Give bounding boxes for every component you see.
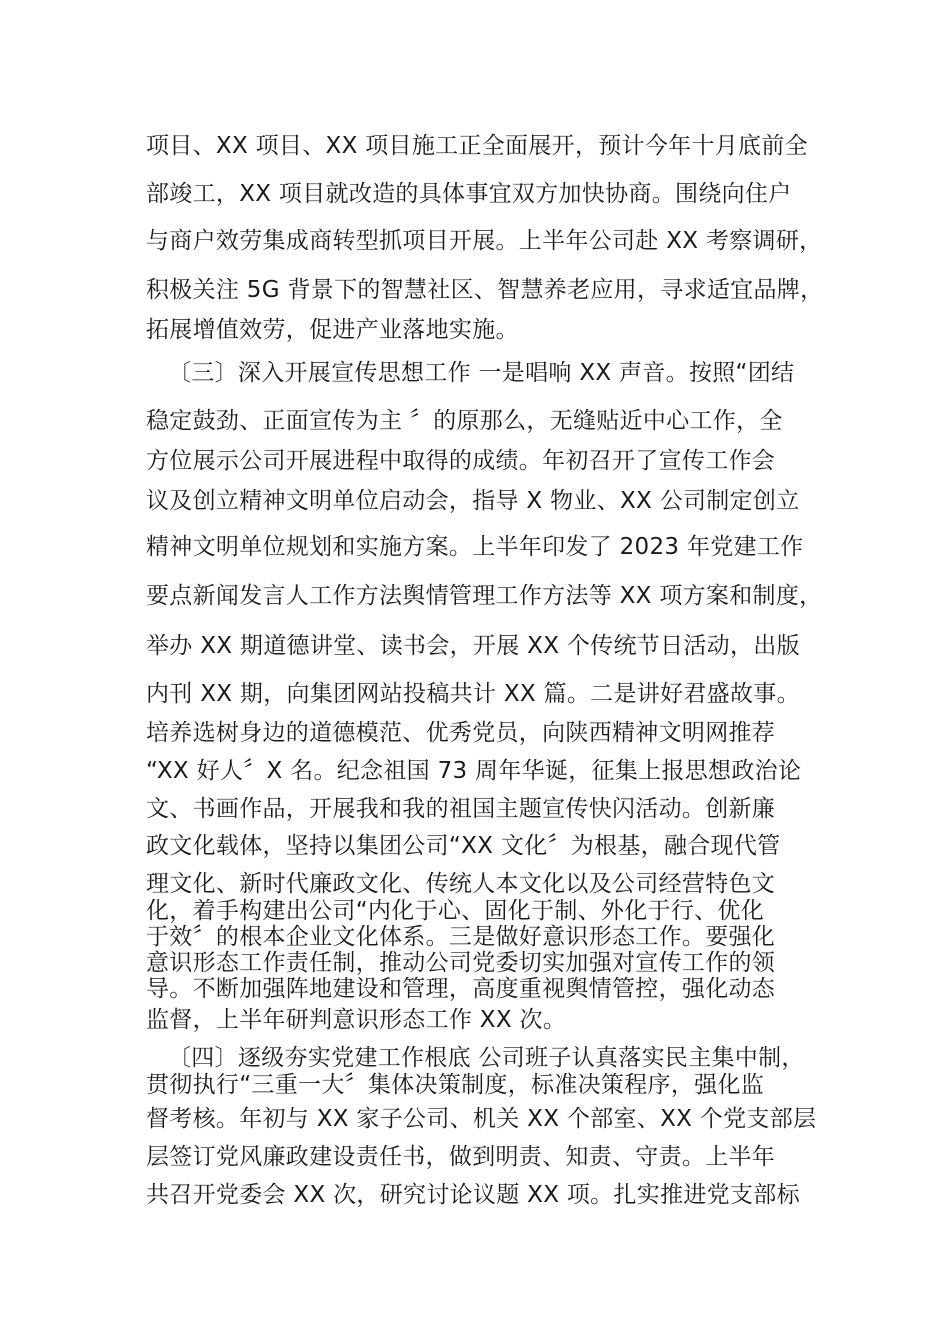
text-line: 督考核。年初与 XX 家子公司、机关 XX 个部室、XX 个党支部层 xyxy=(146,1106,817,1132)
text-line: 意识形态工作责任制，推动公司党委切实加强对宣传工作的领 xyxy=(146,950,776,976)
section-heading-line: 〔四〕逐级夯实党建工作根底 公司班子认真落实民主集中制， xyxy=(168,1045,805,1071)
text-line: 举办 XX 期道德讲堂、读书会，开展 XX 个传统节日活动，出版 xyxy=(146,633,800,659)
text-line: 稳定鼓劲、正面宣传为主 〞的原那么，无缝贴近中心工作，全 xyxy=(146,408,783,434)
text-line: 共召开党委会 XX 次，研究讨论议题 XX 项。扎实推进党支部标 xyxy=(146,1182,800,1208)
text-line: 内刊 XX 期，向集团网站投稿共计 XX 篇。二是讲好君盛故事。 xyxy=(146,681,800,707)
text-line: 议及创立精神文明单位启动会，指导 X 物业、XX 公司制定创立 xyxy=(146,488,800,514)
text-line: 与商户效劳集成商转型抓项目开展。上半年公司赴 XX 考察调研， xyxy=(146,228,823,254)
section-heading-line: 〔三〕深入开展宣传思想工作 一是唱响 XX 声音。按照“团结 xyxy=(168,360,795,386)
text-line: 积极关注 5G 背景下的智慧社区、智慧养老应用，寻求适宜品牌， xyxy=(146,277,824,303)
text-line: 化，着手构建出公司“内化于心、固化于制、外化于行、优化 xyxy=(146,898,765,924)
text-line: 部竣工，XX 项目就改造的具体事宜双方加快协商。围绕向住户 xyxy=(146,181,792,207)
text-line: 培养选树身边的道德模范、优秀党员，向陕西精神文明网推荐 xyxy=(146,720,776,746)
text-line: 贯彻执行“三重一大〞集体决策制度，标准决策程序，强化监 xyxy=(146,1072,765,1098)
text-line: 导。不断加强阵地建设和管理，高度重视舆情管控，强化动态 xyxy=(146,976,776,1002)
text-line: 精神文明单位规划和实施方案。上半年印发了 2023 年党建工作 xyxy=(146,534,804,560)
text-line: 项目、XX 项目、XX 项目施工正全面展开，预计今年十月底前全 xyxy=(146,133,808,159)
text-line: 理文化、新时代廉政文化、传统人本文化以及公司经营特色文 xyxy=(146,871,776,897)
text-line: 拓展增值效劳，促进产业落地实施。 xyxy=(146,317,519,343)
text-line: 政文化载体，坚持以集团公司“XX 文化〞为根基，融合现代管 xyxy=(146,833,781,859)
text-line: 文、书画作品，开展我和我的祖国主题宣传快闪活动。创新廉 xyxy=(146,796,776,822)
text-line: 监督，上半年研判意识形态工作 XX 次。 xyxy=(146,1007,567,1033)
text-line: “XX 好人〞X 名。纪念祖国 73 周年华诞，征集上报思想政治论 xyxy=(146,758,802,784)
text-line: 方位展示公司开展进程中取得的成绩。年初召开了宣传工作会 xyxy=(146,448,776,474)
text-line: 层签订党风廉政建设责任书，做到明责、知责、守责。上半年 xyxy=(146,1144,776,1170)
text-line: 于效〞的根本企业文化体系。三是做好意识形态工作。要强化 xyxy=(146,924,776,950)
text-line: 要点新闻发言人工作方法舆情管理工作方法等 XX 项方案和制度， xyxy=(146,583,823,609)
